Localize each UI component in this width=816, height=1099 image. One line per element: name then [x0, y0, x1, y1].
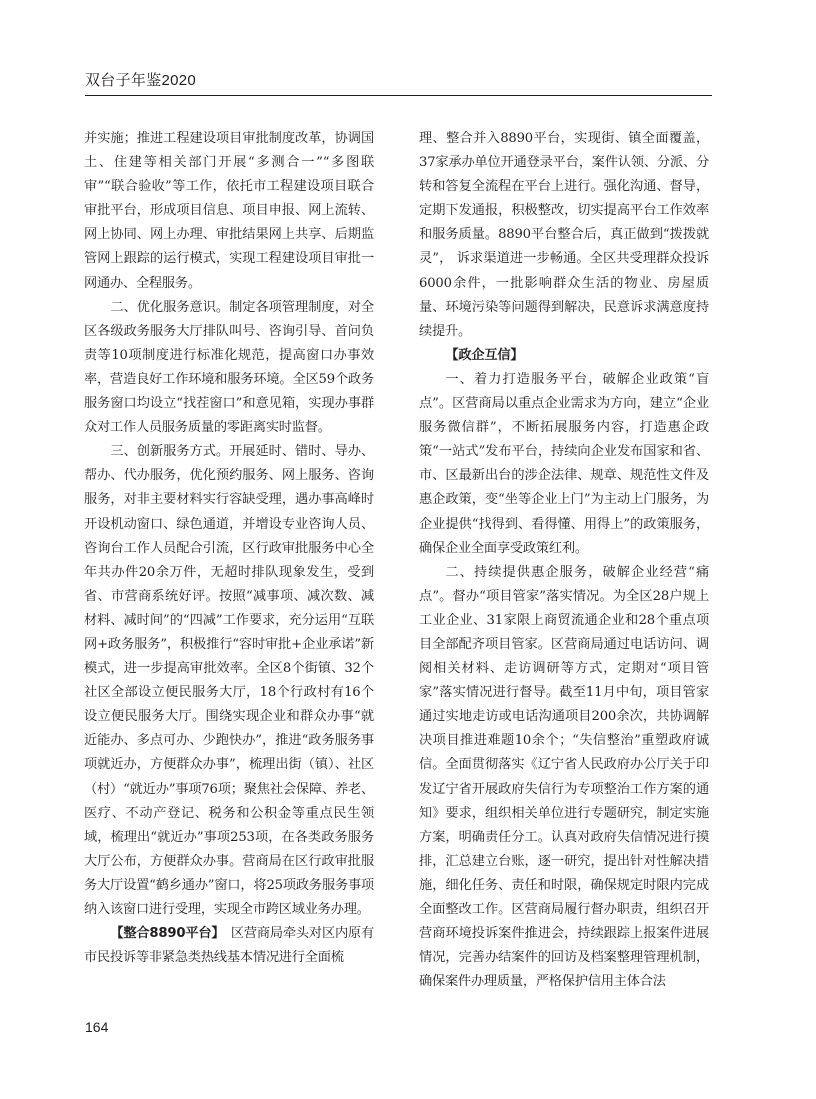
paragraph-optimize-service: 二、优化服务意识。制定各项管理制度，对全区各级政务服务大厅排队叫号、咨询引导、首问负责等10项制度进行标准化规范，提高窗口办事效率，营造良好工作环境和服务环境。全区59个政务服务窗口均设立“找茬窗口”和意见箱，实现办事群众对工作人员服务质量的零距离实时监督。: [84, 299, 374, 436]
paragraph-continued: 并实施；推进工程建设项目审批制度改革，协调国土、住建等相关部门开展“多测合一”“多图联审”“联合验收”等工作，依托市工程建设项目联合审批平台，形成项目信息、项目申报、网上流转、网上协同、网上办理、审批结果网上共享、后期监管网上跟踪的运行模式，实现工程建设项目审批一网通办、全程服务。: [84, 131, 374, 291]
paragraph-8890-continued: 理、整合并入8890平台，实现街、镇全面覆盖，37家承办单位开通登录平台，案件认领、分派、分转和答复全流程在平台上进行。强化沟通、督导，定期下发通报，积极整改，切实提高平台工作效率和服务质量。8890平台整合后，真正做到“拨拨就灵”， 诉求渠道进一步畅通。全区共受理群众投诉6000余件，一批影响群众生活的物业、房屋质量、环境污染等问题得到解决，民意诉求满意度持续提升。: [419, 131, 709, 339]
section-heading: 【政企互信】: [445, 347, 524, 363]
paragraph-service-platform: 一、着力打造服务平台，破解企业政策“盲点”。区营商局以重点企业需求为方向，建立“企业服务微信群”，不断拓展服务内容，打造惠企政策“一站式”发布平台，持续向企业发布国家和省、市、区最新出台的涉企法律、规章、规范性文件及惠企政策，变“坐等企业上门”为主动上门服务，为企业提供“找得到、看得懂、用得上”的政策服务，确保企业全面享受政策红利。: [419, 371, 709, 556]
header-divider: [85, 95, 712, 96]
paragraph-enterprise-service: 二、持续提供惠企服务，破解企业经营“痛点”。督办“项目管家”落实情况。为全区28户规上工业企业、31家限上商贸流通企业和28个重点项目全部配齐项目管家。区营商局通过电话访问、调阅相关材料、走访调研等方式，定期对“项目管家”落实情况进行督导。截至11月中旬，项目管家通过实地走访或电话沟通项目200余次，共协调解决项目推进难题10余个；“失信整治”重塑政府诚信。全面贯彻落实《辽宁省人民政府办公厅关于印发辽宁省开展政府失信行为专项整治工作方案的通知》要求，组织相关单位进行专题研究，制定实施方案，明确责任分工。认真对政府失信情况进行摸排，汇总建立台账，逐一研究，提出针对性解决措施，细化任务、责任和时限，确保规定时限内完成全面整改工作。区营商局履行督办职责，组织召开营商环境投诉案件推进会，持续跟踪上报案件进展情况，完善办结案件的回访及档案整理管理机制，确保案件办理质量，严格保护信用主体合法: [419, 564, 709, 990]
right-text-column: [419, 127, 709, 994]
page-number: 164: [85, 1019, 109, 1035]
running-header-title: 双台子年鉴2020: [85, 72, 197, 89]
paragraph-8890-body: 区营商局牵头对区内原有市民投诉等非紧急类热线基本情况进行全面梳: [84, 926, 374, 966]
paragraph-innovate-service: 三、创新服务方式。开展延时、错时、导办、帮办、代办服务，优化预约服务、网上服务、咨询服务，对非主要材料实行容缺受理，遇办事高峰时开设机动窗口、绿色通道，并增设专业咨询人员、咨询台工作人员配合引流，区行政审批服务中心全年共办件20余万件，无超时排队现象发生，受到省、市营商系统好评。按照“减事项、减次数、减材料、减时间”的“四减”工作要求，充分运用“互联网+政务服务”，积极推行“容时审批+企业承诺”新模式，进一步提高审批效率。全区8个街镇、32个社区全部设立便民服务大厅，18个行政村有16个设立便民服务大厅。围绕实现企业和群众办事“就近能办、多点可办、少跑快办”，推进“政务服务事项就近办，方便群众办事”，梳理出街（镇）、社区（村）“就近办”事项76项；聚焦社会保障、养老、医疗、不动产登记、税务和公积金等重点民生领域，梳理出“就近办”事项253项，在各类政务服务大厅公布，方便群众办事。营商局在区行政审批服务大厅设置“鹤乡通办”窗口，将25项政务服务事项纳入该窗口进行受理，实现全市跨区域业务办理。: [84, 444, 374, 917]
inline-section-head: 【整合8890平台】: [110, 926, 218, 942]
left-text-column: [84, 127, 374, 970]
paragraph-8890-platform: [84, 922, 374, 970]
